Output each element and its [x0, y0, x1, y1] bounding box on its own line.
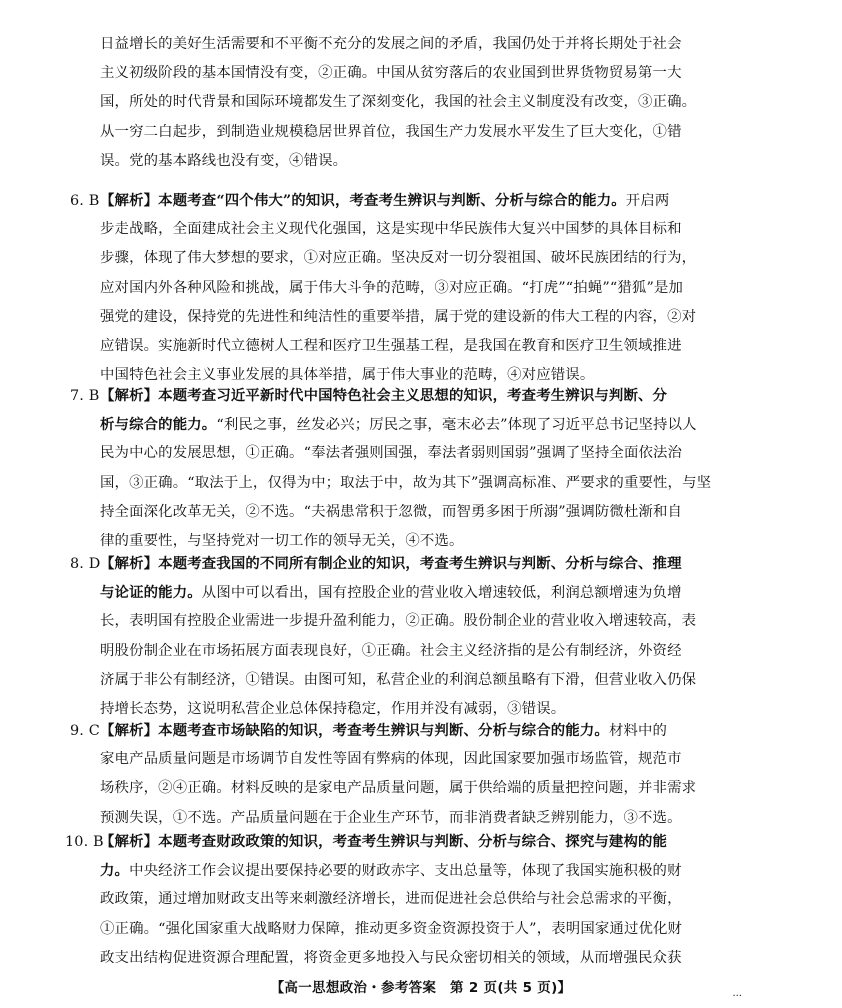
- question-number: 10. B: [65, 834, 104, 850]
- paragraph-continued: [100, 30, 740, 176]
- text-line: ①正确。“强化国家重大战略财力保障，推动更多资金资源投资于人”，表明国家通过优化财: [100, 920, 683, 937]
- text-line: 政政策，通过增加财政支出等来刺激经济增长，进而促进社会总供给与社会总需求的平衡，: [100, 891, 682, 908]
- analysis-heading-cont: 力。: [100, 862, 130, 880]
- text-run: 中央经济工作会议提出要保持必要的财政赤字、支出总量等，体现了我国实施积极的财: [129, 863, 682, 880]
- text-line: 步走战略，全面建成社会主义现代化强国，这是实现中华民族伟大复兴中国梦的具体目标和: [100, 221, 682, 238]
- text-line: 步骤，体现了伟大梦想的要求，①对应正确。坚决反对一切分裂祖国、破坏民族团结的行为，: [100, 250, 697, 267]
- answer-q7-second-line: [100, 410, 740, 439]
- text-line: 持增长态势，这说明私营企业总体保持稳定，作用并没有减弱，③错误。: [100, 700, 566, 717]
- answer-q9-first-line: [70, 716, 740, 745]
- question-number: 9. C: [70, 723, 100, 739]
- text-line: 明股份制企业在市场拓展方面表现良好，①正确。社会主义经济指的是公有制经济，外资经: [100, 642, 682, 659]
- text-line: 民为中心的发展思想，①正确。“奉法者强则国强，奉法者弱则国弱”强调了坚持全面依法治: [100, 445, 683, 462]
- text-run: 材料中的: [608, 723, 668, 739]
- analysis-heading: 【解析】本题考查财政政策的知识，考查考生辨识与判断、分析与综合、探究与建构的能: [100, 833, 668, 850]
- text-line: 场秩序，②④正确。材料反映的是家电产品质量问题，属于供给端的质量把控问题，并非需求: [100, 780, 697, 797]
- analysis-heading-cont: 与论证的能力。: [100, 584, 202, 602]
- text-line: 强党的建设，保持党的先进性和纯洁性的重要举措，属于党的建设新的伟大工程的内容，②对: [100, 308, 697, 325]
- text-run: 开启两: [625, 193, 670, 209]
- text-line: 预测失误，①不选。产品质量问题在于企业生产环节，而非消费者缺乏辨别能力，③不选。: [100, 809, 682, 826]
- text-line: 主义初级阶段的基本国情没有变，②正确。中国从贫穷落后的农业国到世界货物贸易第一大: [100, 65, 682, 82]
- analysis-heading: 【解析】本题考查“四个伟大”的知识，考查考生辨识与判断、分析与综合的能力。: [100, 192, 626, 209]
- answer-q10-second-line: [100, 856, 740, 885]
- text-line: 应对国内外各种风险和挑战，属于伟大斗争的范畴，③对应正确。“打虎”“拍蝇”“猎狐”是加: [100, 279, 684, 296]
- text-line: 政支出结构促进资源合理配置，将资金更多地投入与民众密切相关的领域，从而增强民众获: [100, 949, 682, 966]
- answer-q8: [70, 549, 740, 724]
- text-line: 济属于非公有制经济，①错误。由图可知，私营企业的利润总额虽略有下滑，但营业收入仍保: [100, 671, 697, 688]
- text-line: 从一穷二白起步，到制造业规模稳居世界首位，我国生产力发展水平发生了巨大变化，①错: [100, 123, 682, 140]
- answer-q10: [65, 827, 740, 973]
- answer-q9: [70, 716, 740, 833]
- text-line: 日益增长的美好生活需要和不平衡不充分的发展之间的矛盾，我国仍处于并将长期处于社会: [100, 36, 682, 52]
- text-line: 长，表明国有控股企业需进一步提升盈利能力，②正确。股份制企业的营业收入增速较高，表: [100, 613, 697, 630]
- analysis-heading: 【解析】本题考查市场缺陷的知识，考查考生辨识与判断、分析与综合的能力。: [100, 722, 609, 739]
- page-footer: 【高一思想政治・参考答案 第 2 页(共 5 页)】: [270, 980, 572, 996]
- answer-q7-first-line: [70, 381, 740, 410]
- text-run: “利民之事，丝发必兴；厉民之事，毫末必去”体现了习近平总书记坚持以人: [216, 417, 697, 434]
- text-line: 国，所处的时代背景和国际环境都发生了深刻变化，我国的社会主义制度没有改变，③正确。: [100, 94, 697, 111]
- question-number: 6. B: [70, 193, 100, 209]
- text-line: 应错误。实施新时代立德树人工程和医疗卫生强基工程，是我国在教育和医疗卫生领域推进: [100, 337, 682, 354]
- text-line: 国，③正确。“取法于上，仅得为中；取法于中，故为其下”强调高标准、严要求的重要性，与坚: [100, 474, 712, 491]
- text-line: 家电产品质量问题是市场调节自发性等固有弊病的体现，因此国家要加强市场监管，规范市: [100, 751, 682, 768]
- corner-mark: ...: [732, 988, 742, 999]
- answer-q8-first-line: [70, 549, 740, 578]
- text-line: 持全面深化改革无关，②不选。“夫祸患常积于忽微，而智勇多困于所溺”强调防微杜渐和自: [100, 503, 683, 520]
- text-line: 中国特色社会主义事业发展的具体举措，属于伟大事业的范畴，④对应错误。: [100, 367, 595, 384]
- answer-q6: [70, 186, 740, 390]
- analysis-heading: 【解析】本题考查习近平新时代中国特色社会主义思想的知识，考查考生辨识与判断、分: [100, 387, 668, 404]
- answer-q8-second-line: [100, 578, 740, 607]
- answer-q10-first-line: [65, 827, 740, 856]
- analysis-heading: 【解析】本题考查我国的不同所有制企业的知识，考查考生辨识与判断、分析与综合、推理: [100, 555, 682, 572]
- text-run: 从图中可以看出，国有控股企业的营业收入增速较低，利润总额增速为负增: [201, 585, 682, 602]
- text-line: 误。党的基本路线也没有变，④错误。: [100, 152, 348, 169]
- question-number: 8. D: [70, 556, 101, 572]
- question-number: 7. B: [70, 388, 100, 404]
- analysis-heading-cont: 析与综合的能力。: [100, 416, 217, 434]
- answer-q7: [70, 381, 740, 556]
- text-line: 律的重要性，与坚持党对一切工作的领导无关，④不选。: [100, 532, 464, 549]
- answer-q6-first-line: [70, 186, 740, 215]
